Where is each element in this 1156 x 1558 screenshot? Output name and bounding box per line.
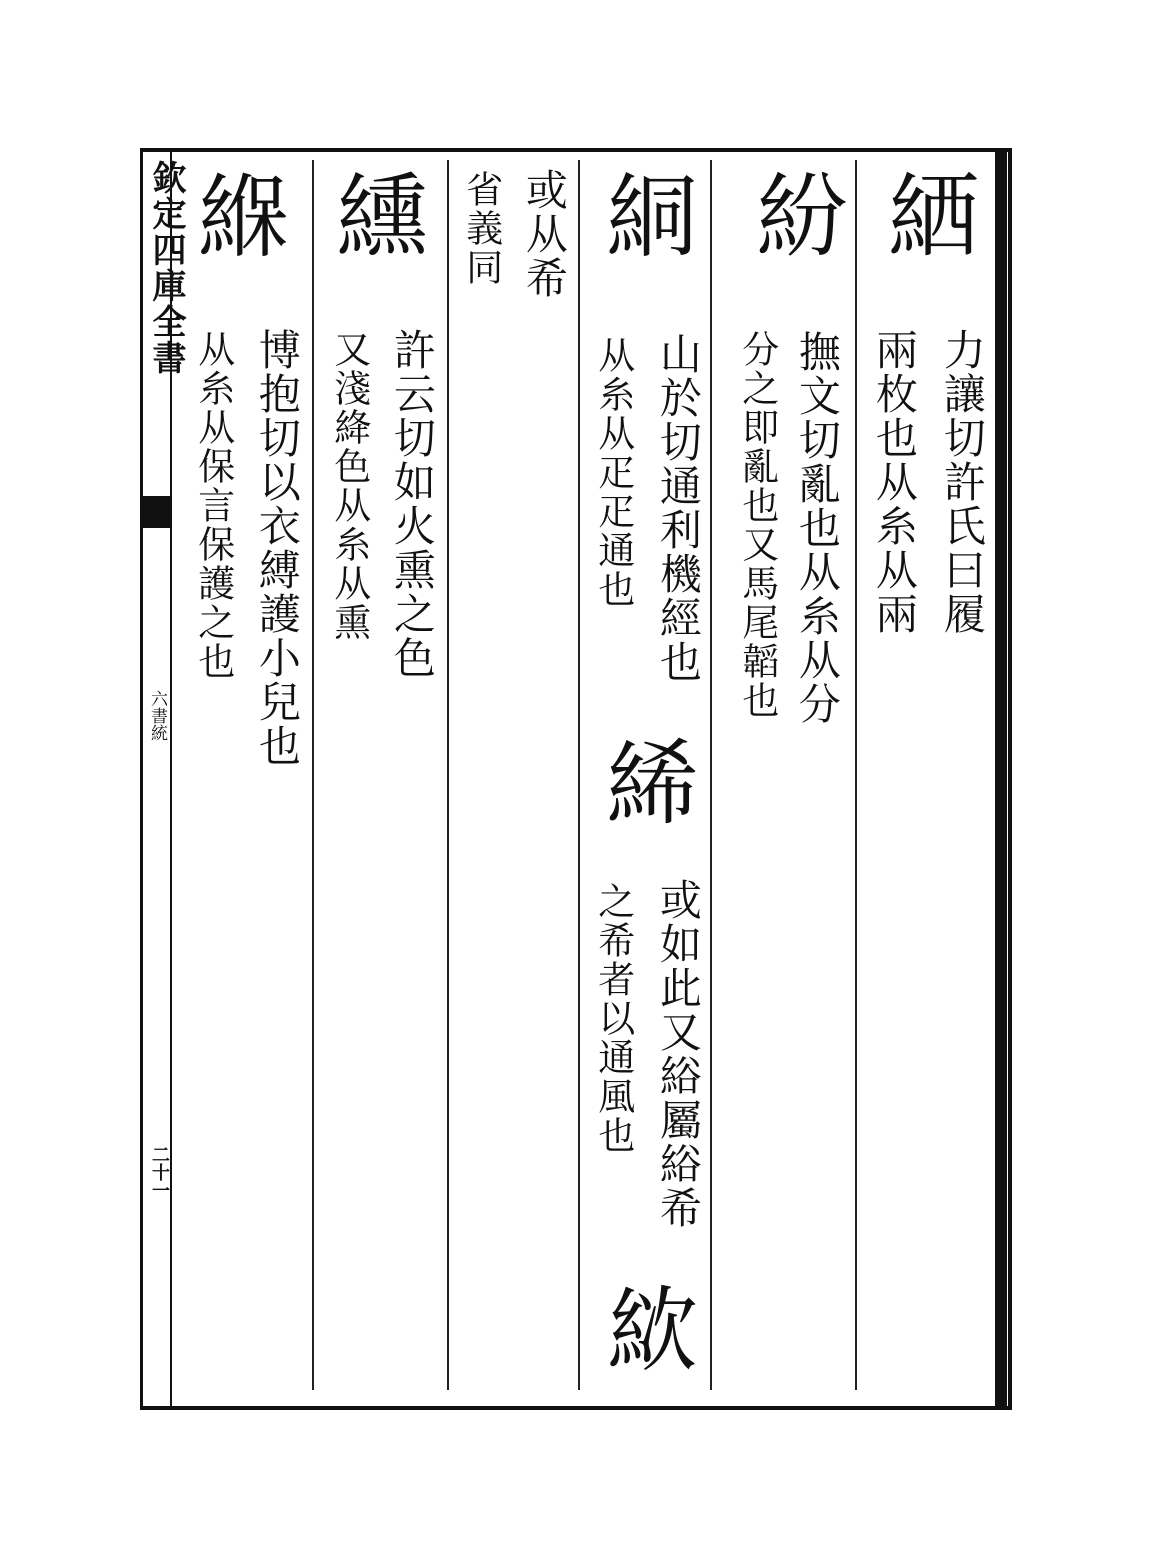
fish-tail-mark	[140, 496, 172, 526]
entry-text-line: 兩枚也从糸从兩	[869, 328, 919, 636]
entry-text-line: 又淺絳色从糸从熏	[327, 330, 371, 642]
seal-character: 絤	[873, 168, 980, 260]
seal-character: 絺	[591, 735, 698, 827]
seal-character: 絧	[591, 168, 698, 260]
fish-tail-line	[140, 526, 172, 550]
column-divider	[447, 160, 449, 1390]
entry-text-line: 之希者以通風也	[591, 882, 635, 1155]
entry-text-line: 从糸从疋疋通也	[591, 336, 635, 609]
entry-text-line: 山於切通利機經也	[653, 332, 703, 684]
margin-book-title: 六書統	[147, 690, 167, 741]
column-divider	[312, 160, 314, 1390]
seal-character: 紛	[741, 168, 848, 260]
column-divider	[710, 160, 712, 1390]
margin-page-number: 二十一	[149, 1145, 170, 1199]
seal-character: 緥	[183, 168, 290, 260]
entry-text-line: 撫文切亂也从糸从分	[792, 330, 842, 726]
entry-text-line: 博抱切以衣縛護小兒也	[252, 328, 302, 768]
entry-text-line: 从糸从保言保護之也	[191, 330, 235, 681]
seal-character: 纁	[321, 168, 428, 260]
entry-text-line: 省義同	[459, 170, 503, 287]
entry-text-line: 力讓切許氏曰履	[937, 328, 987, 636]
entry-text-line: 或从希	[519, 168, 569, 300]
seal-character: 絘	[591, 1282, 698, 1374]
frame-right-border	[995, 148, 1007, 1410]
entry-text-line: 或如此又綌屬綌希	[653, 878, 703, 1230]
entry-text-line: 許云切如火熏之色	[387, 328, 437, 680]
column-divider	[855, 160, 857, 1390]
entry-text-line: 分之即亂也又馬尾韜也	[735, 330, 779, 720]
margin-title: 欽定四庫全書	[146, 160, 186, 376]
column-divider	[578, 160, 580, 1390]
